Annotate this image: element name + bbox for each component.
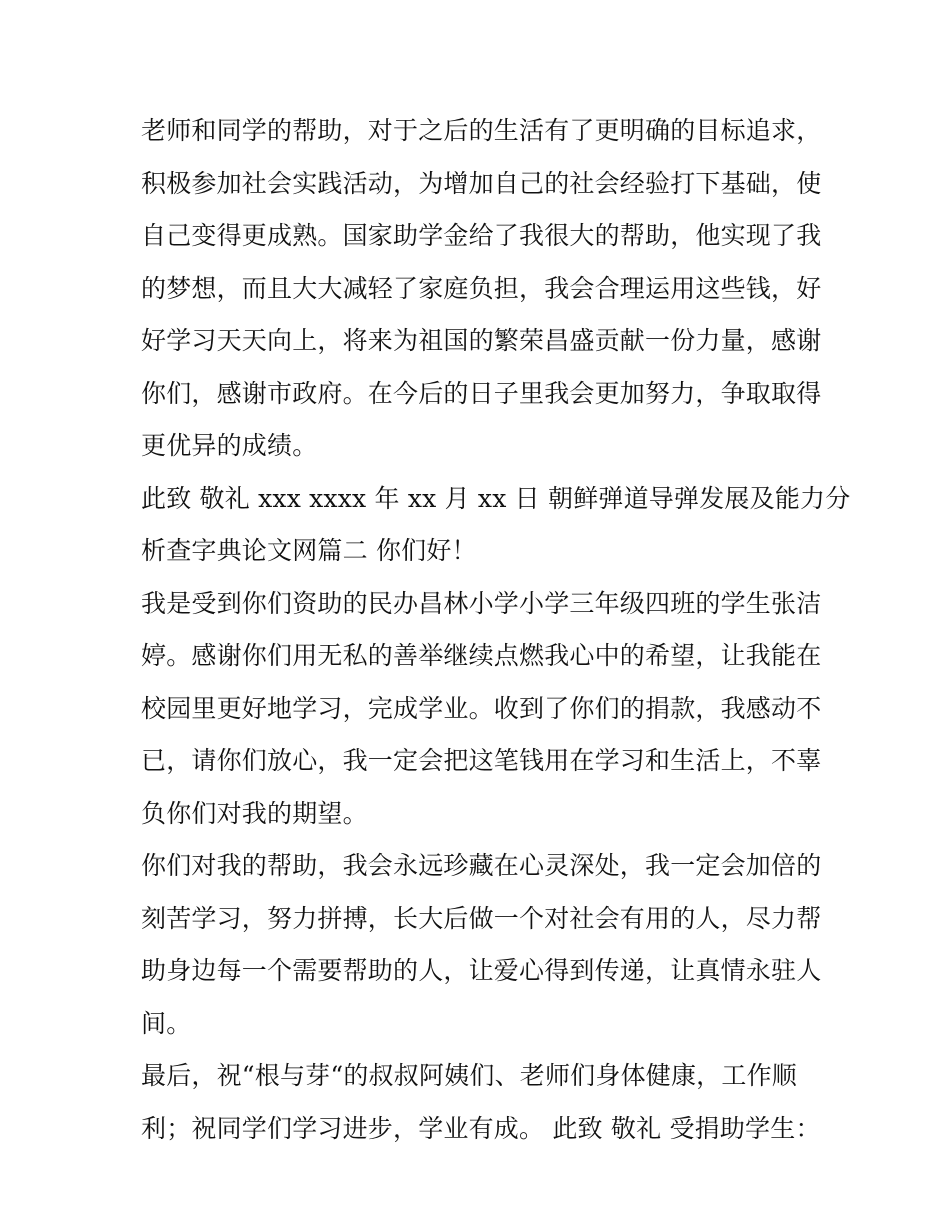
text-line: 你们，感谢市政府。在今后的日子里我会更加努力，争取取得 bbox=[141, 378, 822, 408]
text-line: 此致 敬礼 xxx xxxx 年 xx 月 xx 日 朝鲜弹道导弹发展及能力分 bbox=[141, 483, 851, 513]
text-line: 好学习天天向上，将来为祖国的繁荣昌盛贡献一份力量，感谢 bbox=[141, 326, 822, 355]
paragraph bbox=[141, 105, 822, 473]
text-line: 的梦想，而且大大减轻了家庭负担，我会合理运用这些钱，好 bbox=[141, 273, 822, 303]
text-line: 最后，祝“根与芽“的叔叔阿姨们、老师们身体健康，工作顺 bbox=[141, 1061, 797, 1090]
text-line: 刻苦学习，努力拼搏，长大后做一个对社会有用的人，尽力帮 bbox=[141, 903, 822, 933]
text-line: 间。 bbox=[141, 1008, 192, 1038]
paragraph bbox=[141, 473, 851, 578]
text-line: 校园里更好地学习，完成学业。收到了你们的捐款，我感动不 bbox=[141, 693, 822, 723]
text-line: 自己变得更成熟。国家助学金给了我很大的帮助，他实现了我 bbox=[141, 221, 822, 250]
text-line: 助身边每一个需要帮助的人，让爱心得到传递，让真情永驻人 bbox=[141, 956, 822, 985]
text-line: 积极参加社会实践活动，为增加自己的社会经验打下基础，使 bbox=[141, 168, 822, 198]
paragraph bbox=[141, 1050, 821, 1155]
text-line: 析查字典论文网篇二 你们好！ bbox=[141, 536, 477, 565]
text-line: 更优异的成绩。 bbox=[141, 431, 318, 460]
text-line: 我是受到你们资助的民办昌林小学小学三年级四班的学生张洁 bbox=[141, 588, 822, 618]
text-line: 你们对我的帮助，我会永远珍藏在心灵深处，我一定会加倍的 bbox=[141, 851, 822, 880]
document-body bbox=[141, 105, 851, 1155]
text-line: 利；祝同学们学习进步，学业有成。 此致 敬礼 受捐助学生： bbox=[141, 1113, 821, 1143]
paragraph bbox=[141, 578, 822, 841]
text-line: 婷。感谢你们用无私的善举继续点燃我心中的希望，让我能在 bbox=[141, 641, 822, 670]
text-line: 已，请你们放心，我一定会把这笔钱用在学习和生活上，不辜 bbox=[141, 746, 822, 775]
text-line: 老师和同学的帮助，对于之后的生活有了更明确的目标追求， bbox=[141, 116, 822, 145]
paragraph bbox=[141, 840, 822, 1050]
text-line: 负你们对我的期望。 bbox=[141, 798, 368, 828]
